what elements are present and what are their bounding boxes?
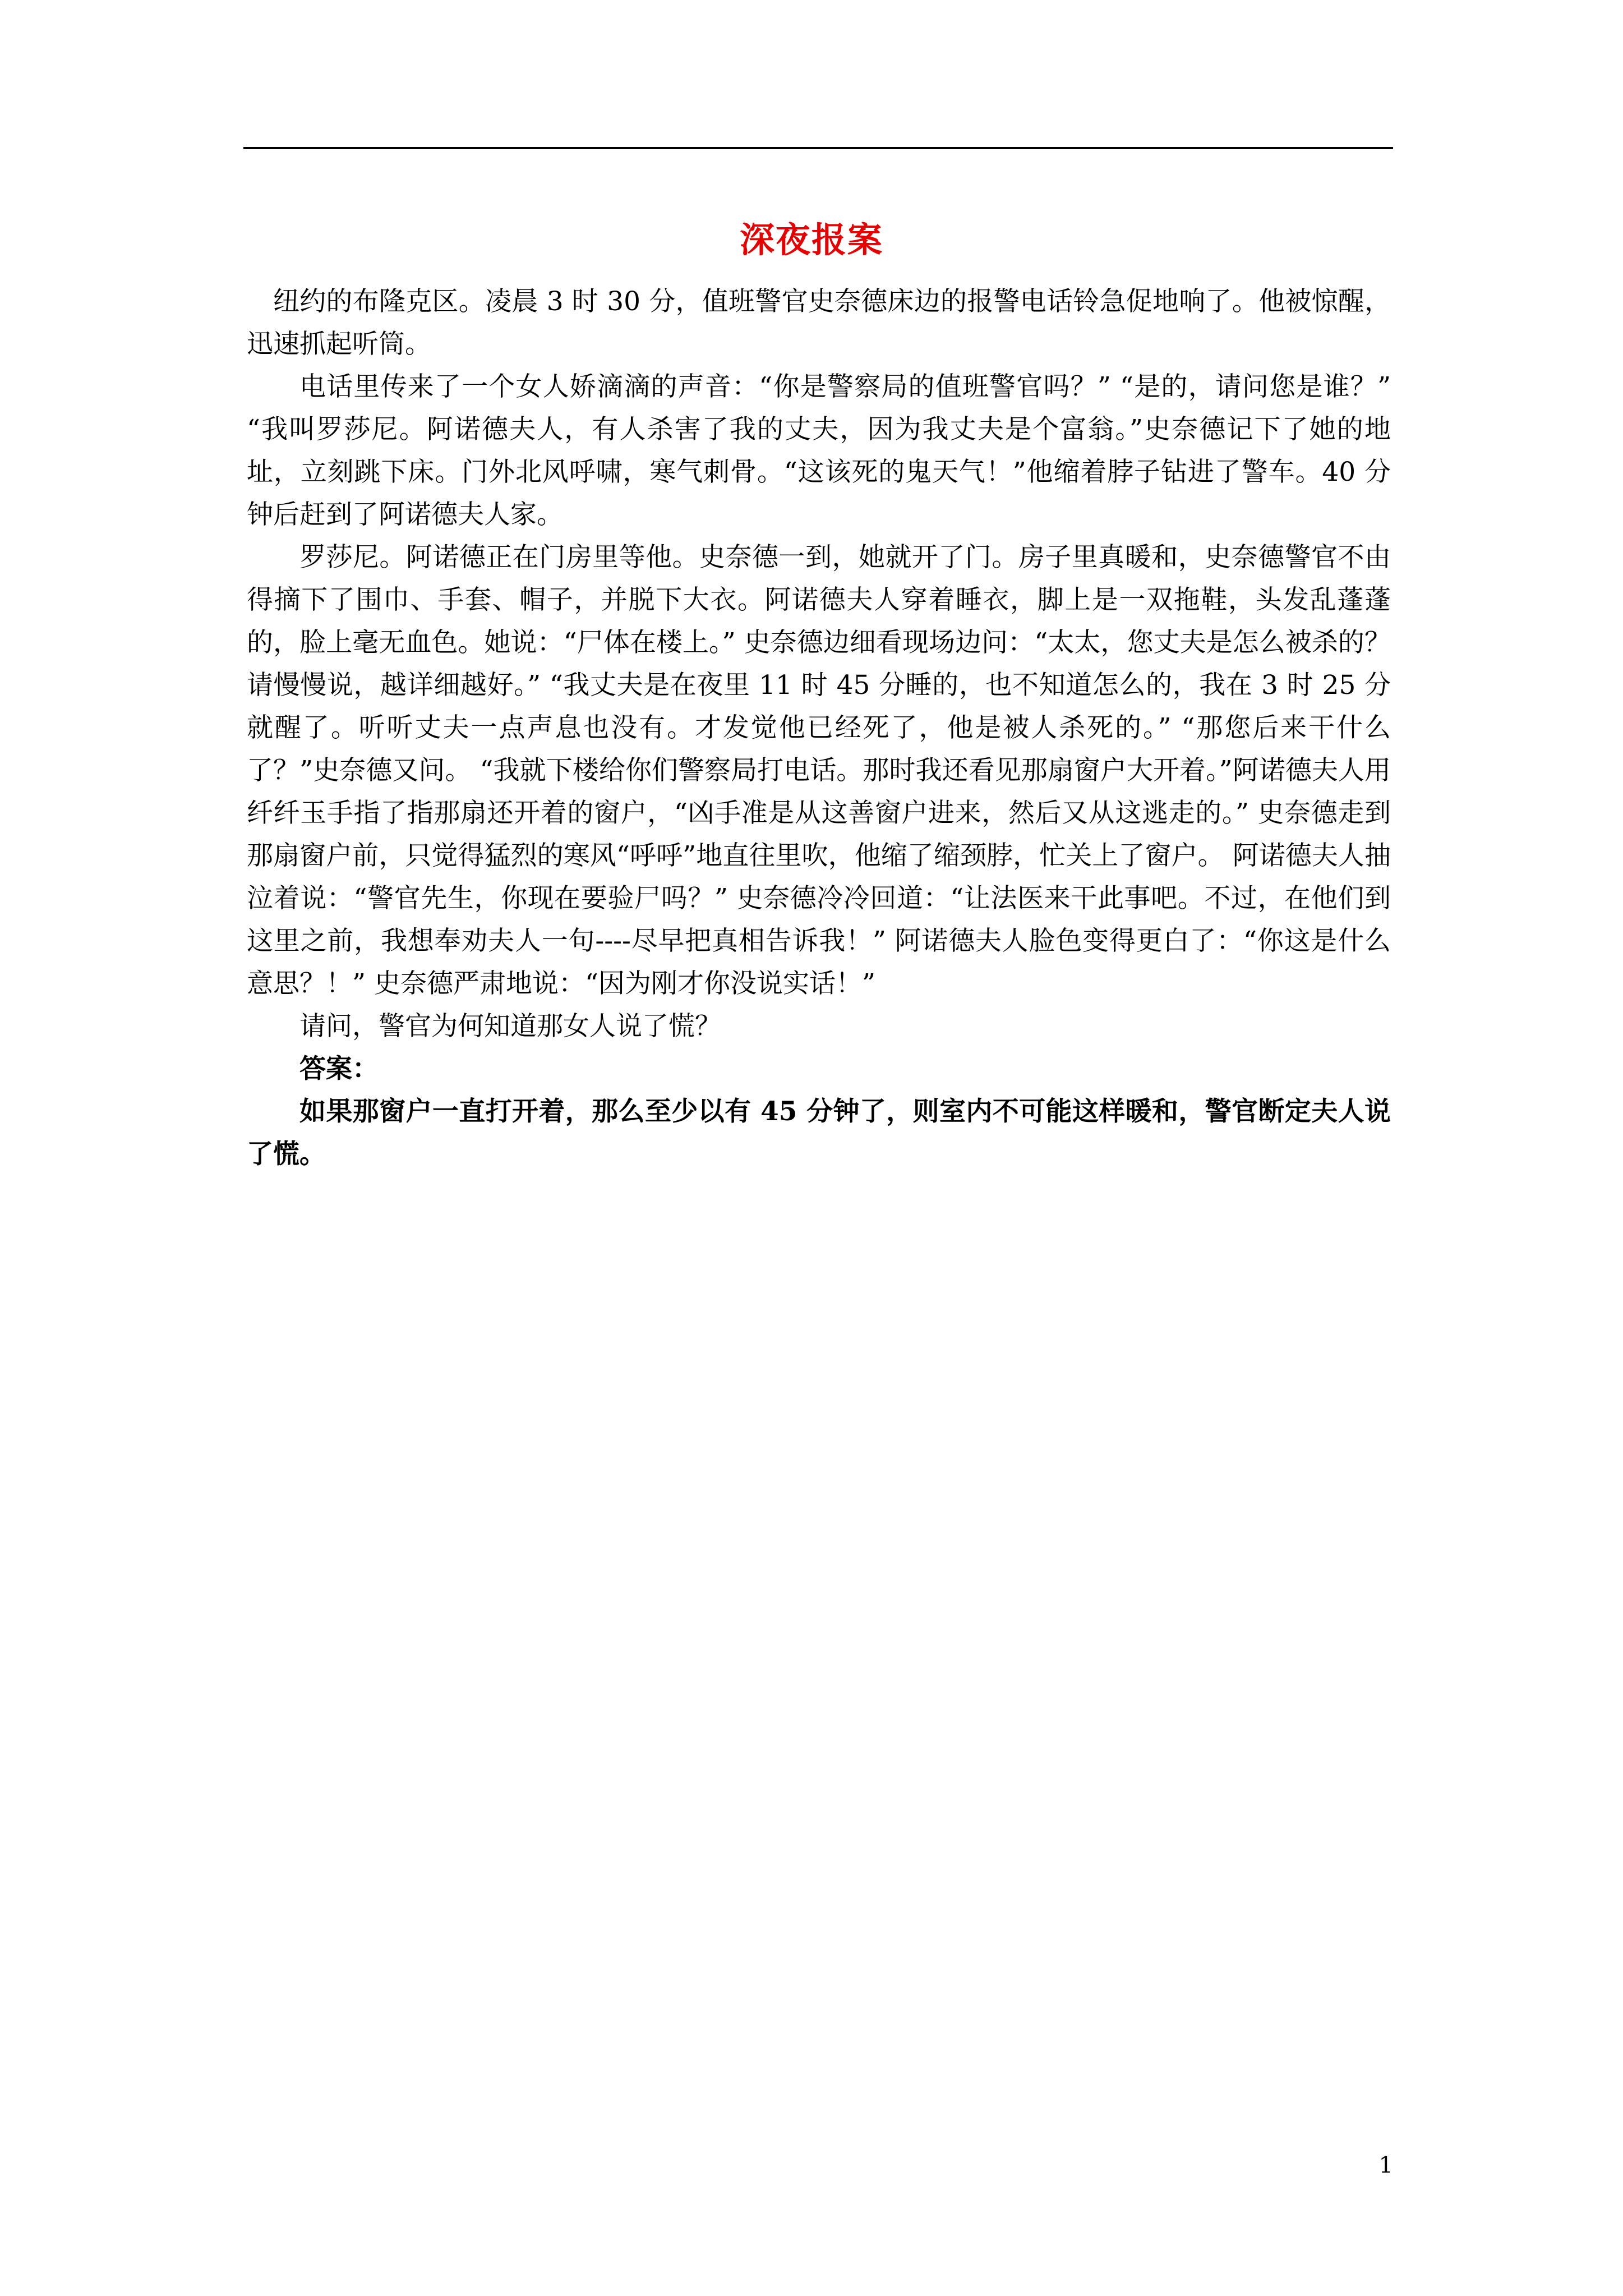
- paragraph-2: 电话里传来了一个女人娇滴滴的声音：“你是警察局的值班警官吗？” “是的，请问您是谁？” “我叫罗莎尼。阿诺德夫人，有人杀害了我的丈夫，因为我丈夫是个富翁。”史奈德记下了她的地址，立刻跳下床。门外北风呼啸，寒气刺骨。“这该死的鬼天气！”他缩着脖子钻进了警车。40 分钟后赶到了阿诺德夫人家。: [247, 371, 1391, 530]
- paragraph-3: 罗莎尼。阿诺德正在门房里等他。史奈德一到，她就开了门。房子里真暖和，史奈德警官不由得摘下了围巾、手套、帽子，并脱下大衣。阿诺德夫人穿着睡衣，脚上是一双拖鞋，头发乱蓬蓬的，脸上毫无血色。她说：“尸体在楼上。” 史奈德边细看现场边问：“太太，您丈夫是怎么被杀的？请慢慢说，越详细越好。” “我丈夫是在夜里 11 时 45 分睡的，也不知道怎么的，我在 3 时 25 分就醒了。听听丈夫一点声息也没有。才发觉他已经死了，他是被人杀死的。” “那您后来干什么了？”史奈德又问。 “我就下楼给你们警察局打电话。那时我还看见那扇窗户大开着。”阿诺德夫人用纤纤玉手指了指那扇还开着的窗户，“凶手准是从这善窗户进来，然后又从这逃走的。” 史奈德走到那扇窗户前，只觉得猛烈的寒风“呼呼”地直往里吹，他缩了缩颈脖，忙关上了窗户。 阿诺德夫人抽泣着说：“警官先生，你现在要验尸吗？” 史奈德冷冷回道：“让法医来干此事吧。不过，在他们到这里之前，我想奉劝夫人一句----尽早把真相告诉我！” 阿诺德夫人脸色变得更白了：“你这是什么意思？！” 史奈德严肃地说：“因为刚才你没说实话！”: [247, 542, 1391, 999]
- document-body: [247, 280, 1391, 1176]
- question-paragraph: 请问，警官为何知道那女人说了慌？: [299, 1011, 721, 1042]
- answer-label: 答案：: [299, 1053, 379, 1084]
- paragraph-1: 纽约的布隆克区。凌晨 3 时 30 分，值班警官史奈德床边的报警电话铃急促地响了。他被惊醒，迅速抓起听筒。: [247, 286, 1391, 360]
- answer-text: 如果那窗户一直打开着，那么至少以有 45 分钟了，则室内不可能这样暖和，警官断定夫人说了慌。: [247, 1096, 1391, 1170]
- header-rule: [243, 147, 1393, 149]
- page-number: 1: [1378, 2152, 1393, 2178]
- page-title: 深夜报案: [739, 219, 883, 260]
